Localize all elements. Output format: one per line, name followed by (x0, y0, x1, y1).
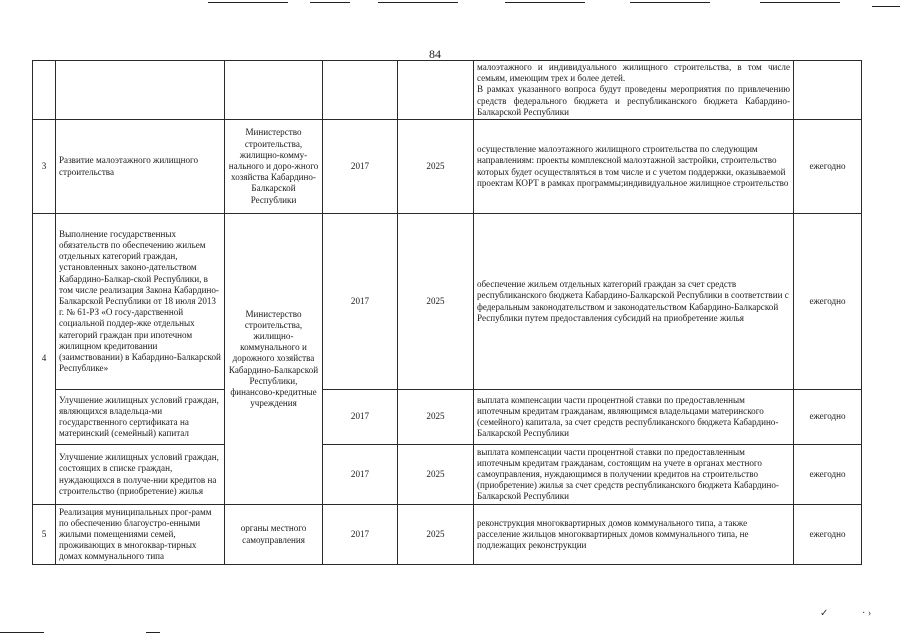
expected-result: осуществление малоэтажного жилищного строительства по следующим направлениям: проекты комплексной малоэтажной застройки, строительство которых будет осуществляться в том числе и с учетом поддержки, оказываемой проектам КОРТ в рамках программы;индивидуальное жилищное строительство (474, 120, 794, 214)
end-year: 2025 (398, 120, 474, 214)
scan-artifact (378, 2, 458, 3)
end-year: 2025 (398, 390, 474, 445)
start-year (323, 61, 398, 120)
scan-artifact (0, 632, 44, 633)
end-year (398, 61, 474, 120)
start-year: 2017 (323, 214, 398, 390)
expected-result: выплата компенсации части процентной ставки по предоставленным ипотечным кредитам гражданам, являющимся владельцами материнского (семейного) капитала, за счет средств республиканского бюджета Кабардино-Балкарской Республики (474, 390, 794, 445)
end-year: 2025 (398, 445, 474, 505)
table-row (33, 390, 862, 445)
table-row (33, 505, 862, 565)
scan-artifact (146, 632, 160, 633)
expected-result: выплата компенсации части процентной ставки по предоставленным ипотечным кредитам гражданам, состоящим на учете в органах местного самоуправления, нуждающимся в получении кредитов на строительство (приобретение) жилья за счет средств республиканского бюджета Кабардино-Балкарской Республики (474, 445, 794, 505)
scan-mark: · › (862, 608, 872, 619)
period: ежегодно (794, 505, 862, 565)
end-year: 2025 (398, 214, 474, 390)
scan-artifact (208, 2, 288, 3)
scan-mark: ✓ (820, 608, 829, 619)
expected-result: обеспечение жильем отдельных категорий граждан за счет средств республиканского бюджета Кабардино-Балкарской Республики в соответствии с федеральным законодательством и законодательством Кабардино-Балкарской Республики путем предоставления субсидий на приобретение жилья (474, 214, 794, 390)
start-year: 2017 (323, 445, 398, 505)
scan-artifact (505, 2, 585, 3)
row-number: 5 (33, 505, 56, 565)
activities-table (32, 60, 862, 565)
period (794, 61, 862, 120)
scan-artifact (760, 2, 840, 3)
table-row (33, 214, 862, 390)
activity-name: Улучшение жилищных условий граждан, являющихся владельца-ми государственного сертификата на материнский (семейный) капитал (56, 390, 225, 445)
scan-artifact (872, 6, 900, 7)
activity-name: Развитие малоэтажного жилищного строительства (56, 120, 225, 214)
scan-artifact (630, 2, 710, 3)
activity-name: Улучшение жилищных условий граждан, состоящих в списке граждан, нуждающихся в получе-нии кредитов на строительство (приобретение) жилья (56, 445, 225, 505)
table-row (33, 445, 862, 505)
table-row (33, 61, 862, 120)
start-year: 2017 (323, 505, 398, 565)
row-number: 4 (33, 214, 56, 505)
expected-result: малоэтажного и индивидуального жилищного строительства, в том числе семьям, имеющим трех и более детей. В рамках указанного вопроса будут проведены мероприятия по привлечению средств федерального бюджета и республиканского бюджета Кабардино-Балкарской Республики (474, 61, 794, 120)
executor: Министерство строительства, жилищно-комму-нального и доро-жного хозяйства Кабардино-Балкарской Республики (225, 120, 323, 214)
table-row (33, 120, 862, 214)
executor (225, 61, 323, 120)
start-year: 2017 (323, 120, 398, 214)
expected-result: реконструкция многоквартирных домов коммунального типа, а также расселение жильцов многоквартирных домов коммунального типа, не подлежащих реконструкции (474, 505, 794, 565)
activity-name: Выполнение государственных обязательств по обеспечению жильем отдельных категорий граждан, установленных законо-дательством Кабардино-Балкар-ской Республики, в том числе реализация Закона Кабардино-Балкарской Республики от 18 июля 2013 г. № 61-РЗ «О госу-дарственной социальной поддер-жке отдельных категорий граждан при ипотечном жилищном кредитовании (заимствовании) в Кабардино-Балкарской Республике» (56, 214, 225, 390)
activity-name: Реализация муниципальных прог-рамм по обеспечению благоустро-енными жилыми помещениями семей, проживающих в многоквар-тирных домах коммунального типа (56, 505, 225, 565)
period: ежегодно (794, 445, 862, 505)
executor: органы местного самоуправления (225, 505, 323, 565)
row-number (33, 61, 56, 120)
activity-name (56, 61, 225, 120)
end-year: 2025 (398, 505, 474, 565)
period: ежегодно (794, 390, 862, 445)
period: ежегодно (794, 214, 862, 390)
scan-artifact (310, 2, 350, 3)
start-year: 2017 (323, 390, 398, 445)
executor: Министерство строительства, жилищно-коммунального и дорожного хозяйства Кабардино-Балкарской Республики, финансово-кредитные учреждения (225, 214, 323, 505)
period: ежегодно (794, 120, 862, 214)
row-number: 3 (33, 120, 56, 214)
page-number: 84 (429, 47, 441, 61)
